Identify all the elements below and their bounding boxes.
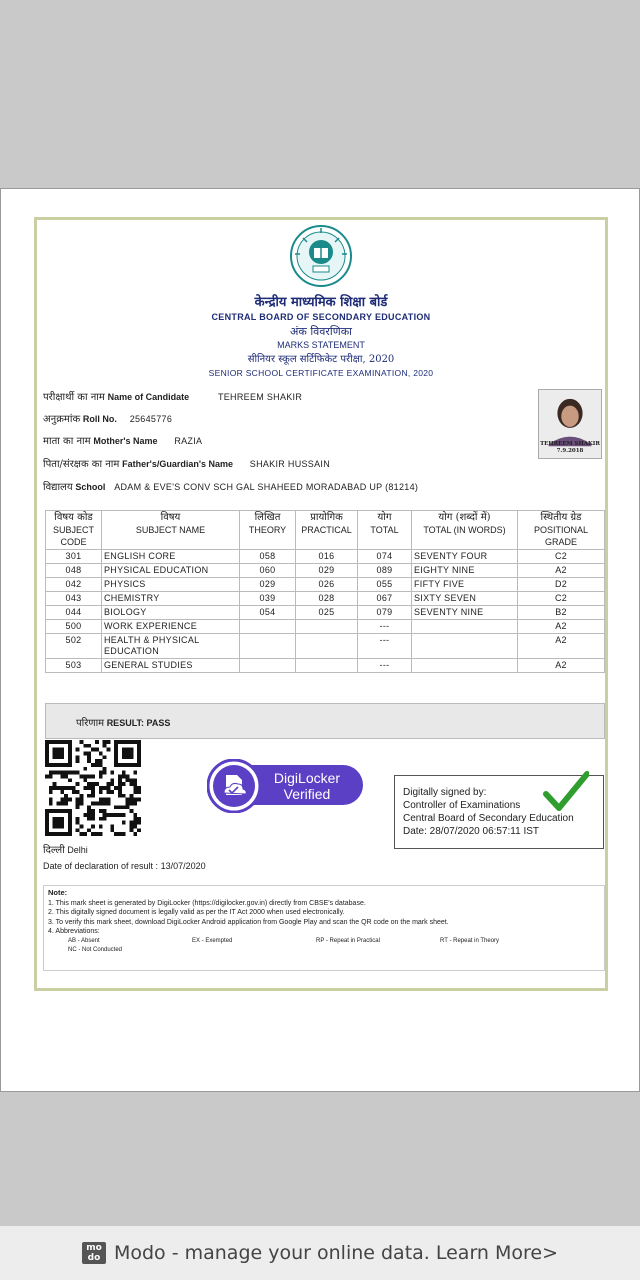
cell-words: FIFTY FIVE bbox=[412, 578, 518, 592]
digilocker-title: DigiLocker bbox=[273, 770, 341, 786]
cell-total: 055 bbox=[358, 578, 412, 592]
school-name: ADAM & EVE'S CONV SCH GAL SHAHEED MORADABAD UP (81214) bbox=[114, 482, 419, 492]
note-item: 3. To verify this mark sheet, download DigiLocker Android application from Google Play and scan the QR code on the mark sheet. bbox=[48, 918, 449, 926]
table-row bbox=[46, 564, 605, 578]
exam-title-english: SENIOR SCHOOL CERTIFICATE EXAMINATION, 2020 bbox=[208, 368, 434, 378]
cell-theory: 058 bbox=[240, 550, 296, 564]
cell-code: 044 bbox=[46, 606, 102, 620]
notes-title: Note: bbox=[48, 888, 68, 897]
cell-grade: C2 bbox=[518, 592, 605, 606]
col-subject-code: विषय कोड SUBJECT CODE bbox=[46, 511, 102, 550]
table-row bbox=[46, 578, 605, 592]
photo-caption-date: 7.9.2018 bbox=[556, 448, 584, 454]
result-bar: परिणाम RESULT: PASS bbox=[45, 703, 605, 739]
col-grade: स्थितीय ग्रेड POSITIONAL GRADE bbox=[518, 511, 605, 550]
exam-title-hindi: सीनियर स्कूल सर्टिफिकेट परीक्षा, 2020 bbox=[247, 354, 395, 365]
cell-total: 079 bbox=[358, 606, 412, 620]
cell-grade: C2 bbox=[518, 550, 605, 564]
cell-total: --- bbox=[358, 659, 412, 673]
cell-theory: 054 bbox=[240, 606, 296, 620]
cell-practical: 016 bbox=[296, 550, 358, 564]
table-row bbox=[46, 620, 605, 634]
cell-grade: A2 bbox=[518, 634, 605, 659]
marksheet-page bbox=[0, 188, 640, 1092]
statement-title-hindi: अंक विवरणिका bbox=[289, 325, 353, 338]
note-item: 4. Abbreviations: bbox=[48, 928, 100, 935]
note-item: 2. This digitally signed document is legally valid as per the IT Act 2000 when used electronically. bbox=[48, 909, 345, 916]
candidate-photo bbox=[538, 389, 602, 459]
cell-grade: A2 bbox=[518, 659, 605, 673]
cell-name: BIOLOGY bbox=[102, 606, 240, 620]
place-of-issue: दिल्ली Delhi bbox=[43, 845, 88, 856]
digital-signature-box: Digitally signed by: Controller of Examinations Central Board of Secondary Education Date: 28/07/2020 06:57:11 IST bbox=[394, 775, 604, 849]
modo-ad-banner[interactable] bbox=[0, 1226, 640, 1280]
table-row bbox=[46, 550, 605, 564]
cell-name: CHEMISTRY bbox=[102, 592, 240, 606]
father-name-row: पिता/संरक्षक का नाम Father's/Guardian's Name SHAKIR HUSSAIN bbox=[43, 459, 330, 470]
cell-words: SIXTY SEVEN bbox=[412, 592, 518, 606]
note-item: 1. This mark sheet is generated by DigiLocker (https://digilocker.gov.in) directly from CBSE's database. bbox=[48, 899, 366, 907]
result-value: PASS bbox=[146, 718, 171, 728]
col-theory: लिखित THEORY bbox=[240, 511, 296, 550]
col-subject-name: विषय SUBJECT NAME bbox=[102, 511, 240, 550]
cell-practical: 028 bbox=[296, 592, 358, 606]
cell-code: 502 bbox=[46, 634, 102, 659]
board-name-english: CENTRAL BOARD OF SECONDARY EDUCATION bbox=[211, 312, 431, 322]
cell-practical bbox=[296, 620, 358, 634]
school-row: विद्यालय School ADAM & EVE'S CONV SCH GAL SHAHEED MORADABAD UP (81214) bbox=[43, 482, 419, 493]
banner-text[interactable]: Modo - manage your online data. Learn More> bbox=[113, 1242, 559, 1264]
cell-practical bbox=[296, 634, 358, 659]
cell-practical bbox=[296, 659, 358, 673]
cell-words bbox=[412, 659, 518, 673]
father-name: SHAKIR HUSSAIN bbox=[249, 459, 330, 469]
cell-theory: 029 bbox=[240, 578, 296, 592]
cell-code: 301 bbox=[46, 550, 102, 564]
cell-words bbox=[412, 620, 518, 634]
cell-practical: 029 bbox=[296, 564, 358, 578]
abbreviations-list: AB - Absent EX - Exempted RP - Repeat in Practical RT - Repeat in Theory bbox=[68, 937, 500, 944]
mother-name: RAZIA bbox=[174, 436, 203, 446]
cell-theory bbox=[240, 634, 296, 659]
cell-total: 067 bbox=[358, 592, 412, 606]
cell-name: PHYSICS bbox=[102, 578, 240, 592]
marks-table-header bbox=[46, 511, 605, 550]
col-total: योग TOTAL bbox=[358, 511, 412, 550]
checkmark-icon bbox=[543, 770, 589, 816]
table-row bbox=[46, 659, 605, 673]
cell-practical: 025 bbox=[296, 606, 358, 620]
digilocker-verified: Verified bbox=[283, 786, 331, 802]
cell-theory: 039 bbox=[240, 592, 296, 606]
cell-practical: 026 bbox=[296, 578, 358, 592]
cell-total: --- bbox=[358, 634, 412, 659]
cell-code: 500 bbox=[46, 620, 102, 634]
col-practical: प्रायोगिक PRACTICAL bbox=[296, 511, 358, 550]
candidate-name: TEHREEM SHAKIR bbox=[217, 392, 303, 402]
cell-total: 089 bbox=[358, 564, 412, 578]
cell-name: WORK EXPERIENCE bbox=[102, 620, 240, 634]
marks-table bbox=[45, 510, 605, 673]
cell-words: EIGHTY NINE bbox=[412, 564, 518, 578]
cell-theory bbox=[240, 620, 296, 634]
qr-code-icon[interactable] bbox=[45, 740, 141, 836]
cell-grade: B2 bbox=[518, 606, 605, 620]
roll-number-row: अनुक्रमांक Roll No. 25645776 bbox=[43, 414, 173, 425]
notes-box: Note: 1. This mark sheet is generated by DigiLocker (https://digilocker.gov.in) directly from CBSE's database. 2. This digitally signed document is legally valid as per the IT Act 2000 when used electronically. 3. To verify this mark sheet, download DigiLocker Android application from Google Play and scan the QR code on the mark sheet. 4. Abbreviations: AB - Absent EX - Exempted RP - Repeat in Practical RT - Repeat in Theory NC - Not Conducted bbox=[43, 885, 605, 971]
declaration-date: Date of declaration of result : 13/07/2020 bbox=[43, 861, 206, 871]
table-row bbox=[46, 634, 605, 659]
digilocker-verified-badge bbox=[207, 759, 365, 813]
statement-title-english: MARKS STATEMENT bbox=[277, 340, 365, 350]
marksheet-frame bbox=[34, 217, 608, 991]
cell-code: 043 bbox=[46, 592, 102, 606]
cell-theory: 060 bbox=[240, 564, 296, 578]
col-total-words: योग (शब्दों में) TOTAL (IN WORDS) bbox=[412, 511, 518, 550]
candidate-name-row: परीक्षार्थी का नाम Name of Candidate TEHREEM SHAKIR bbox=[43, 392, 303, 403]
cbse-logo-icon bbox=[289, 224, 353, 288]
roll-number: 25645776 bbox=[129, 414, 173, 424]
photo-caption-name: TEHREEM SHAKIR bbox=[540, 441, 600, 447]
modo-icon: mo do bbox=[82, 1242, 106, 1264]
cell-grade: A2 bbox=[518, 620, 605, 634]
table-row bbox=[46, 606, 605, 620]
cell-name: HEALTH & PHYSICAL EDUCATION bbox=[102, 634, 240, 659]
cell-total: 074 bbox=[358, 550, 412, 564]
cell-words: SEVENTY FOUR bbox=[412, 550, 518, 564]
cell-grade: A2 bbox=[518, 564, 605, 578]
table-row bbox=[46, 592, 605, 606]
cell-words: SEVENTY NINE bbox=[412, 606, 518, 620]
cell-code: 048 bbox=[46, 564, 102, 578]
mother-name-row: माता का नाम Mother's Name RAZIA bbox=[43, 436, 203, 447]
cell-total: --- bbox=[358, 620, 412, 634]
cell-name: PHYSICAL EDUCATION bbox=[102, 564, 240, 578]
board-name-hindi: केन्द्रीय माध्यमिक शिक्षा बोर्ड bbox=[254, 295, 388, 310]
cell-code: 042 bbox=[46, 578, 102, 592]
cell-words bbox=[412, 634, 518, 659]
cell-code: 503 bbox=[46, 659, 102, 673]
cell-name: ENGLISH CORE bbox=[102, 550, 240, 564]
cell-name: GENERAL STUDIES bbox=[102, 659, 240, 673]
cell-theory bbox=[240, 659, 296, 673]
cell-grade: D2 bbox=[518, 578, 605, 592]
